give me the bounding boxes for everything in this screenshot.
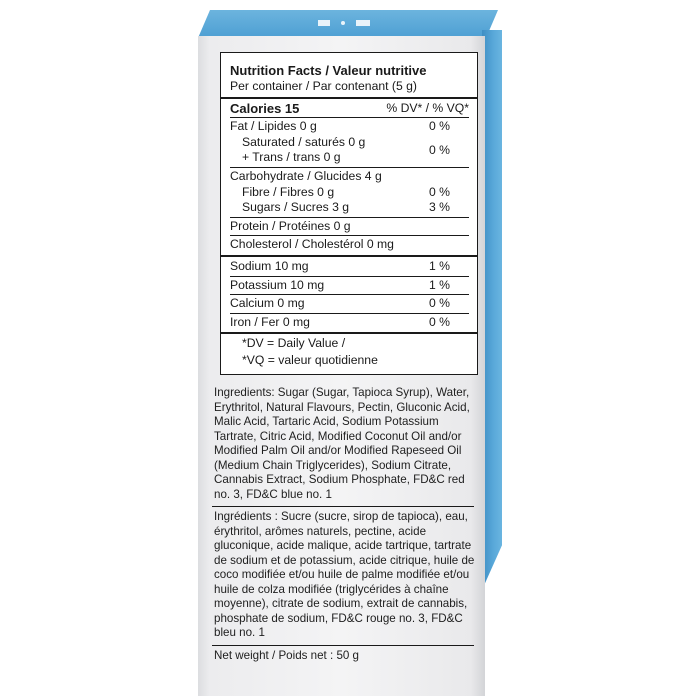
fibre-label: Fibre / Fibres 0 g xyxy=(242,184,335,199)
protein-label: Protein / Protéines 0 g xyxy=(230,218,351,233)
trans-label: + Trans / trans 0 g xyxy=(242,150,341,165)
fat-label: Fat / Lipides 0 g xyxy=(230,119,317,134)
potassium-dv: 1 % xyxy=(429,277,451,292)
sugars-label: Sugars / Sucres 3 g xyxy=(242,200,350,215)
divider xyxy=(230,313,469,314)
ingredients-french: Ingrédients : Sucre (sucre, sirop de tapioca), eau, érythritol, arômes naturels, pectine, acide gluconique, acide malique, acide tartrique, tartrate de sodium et de potassium, acide citrique, huile de coco modifiée et/ou huile de palme modifiée et/ou huile de colza modifiée (triglycérides à chaîne moyenne), citrate de sodium, extrait de cannabis, phosphate de sodium, FD&C rouge no. 3, FD&C bleu no. 1 xyxy=(214,510,475,639)
saturated-trans-dv: 0 % xyxy=(429,142,451,157)
divider xyxy=(212,506,474,507)
iron-label: Iron / Fer 0 mg xyxy=(230,314,310,329)
ingredients-section xyxy=(212,386,482,663)
footnote-dv: *DV = Daily Value / xyxy=(242,336,346,351)
potassium-row xyxy=(230,278,469,294)
divider xyxy=(230,276,469,277)
calcium-row xyxy=(230,296,469,312)
carbohydrate-row xyxy=(230,169,469,185)
iron-row xyxy=(230,315,469,331)
net-weight: Net weight / Poids net : 50 g xyxy=(214,648,360,662)
cholesterol-row xyxy=(230,237,469,253)
divider xyxy=(221,255,477,257)
nutrition-title: Nutrition Facts / Valeur nutritive xyxy=(230,63,427,78)
carbohydrate-label: Carbohydrate / Glucides 4 g xyxy=(230,168,382,183)
potassium-label: Potassium 10 mg xyxy=(230,277,325,292)
divider xyxy=(212,645,474,646)
fibre-dv: 0 % xyxy=(429,184,451,199)
box-top-marking xyxy=(318,16,370,30)
calories-row xyxy=(230,101,469,117)
fat-row xyxy=(230,119,469,135)
calories-label: Calories 15 xyxy=(230,100,300,116)
fat-dv: 0 % xyxy=(429,119,451,134)
nutrition-facts-table xyxy=(220,52,478,375)
sodium-dv: 1 % xyxy=(429,258,451,273)
divider xyxy=(230,217,469,218)
saturated-trans-group xyxy=(230,135,469,166)
sodium-label: Sodium 10 mg xyxy=(230,258,309,273)
calcium-dv: 0 % xyxy=(429,296,451,311)
fibre-row xyxy=(230,185,469,201)
cholesterol-label: Cholesterol / Cholestérol 0 mg xyxy=(230,237,394,252)
sugars-row xyxy=(230,200,469,216)
footnote-vq: *VQ = valeur quotidienne xyxy=(242,352,378,367)
calcium-label: Calcium 0 mg xyxy=(230,296,305,311)
sugars-dv: 3 % xyxy=(429,200,451,215)
divider xyxy=(230,167,469,168)
protein-row xyxy=(230,219,469,235)
serving-size: Per container / Par contenant (5 g) xyxy=(230,79,417,93)
iron-dv: 0 % xyxy=(429,314,451,329)
divider xyxy=(230,294,469,295)
box-side-panel xyxy=(482,30,502,590)
sodium-row xyxy=(230,259,469,275)
divider xyxy=(230,117,469,118)
dv-header: % DV* / % VQ* xyxy=(386,100,469,115)
ingredients-english: Ingredients: Sugar (Sugar, Tapioca Syrup), Water, Erythritol, Natural Flavours, Pectin, Gluconic Acid, Malic Acid, Tartaric Acid, Sodium Potassium Tartrate, Citric Acid, Modified Coconut Oil and/or Modified Palm Oil and/or Modified Rapeseed Oil (Medium Chain Triglycerides), Sodium Citrate, Cannabis Extract, Sodium Phosphate, FD&C red no. 3, FD&C blue no. 1 xyxy=(214,386,470,501)
saturated-label: Saturated / saturés 0 g xyxy=(242,134,366,149)
divider xyxy=(221,97,477,99)
divider xyxy=(221,332,477,334)
divider xyxy=(230,235,469,236)
